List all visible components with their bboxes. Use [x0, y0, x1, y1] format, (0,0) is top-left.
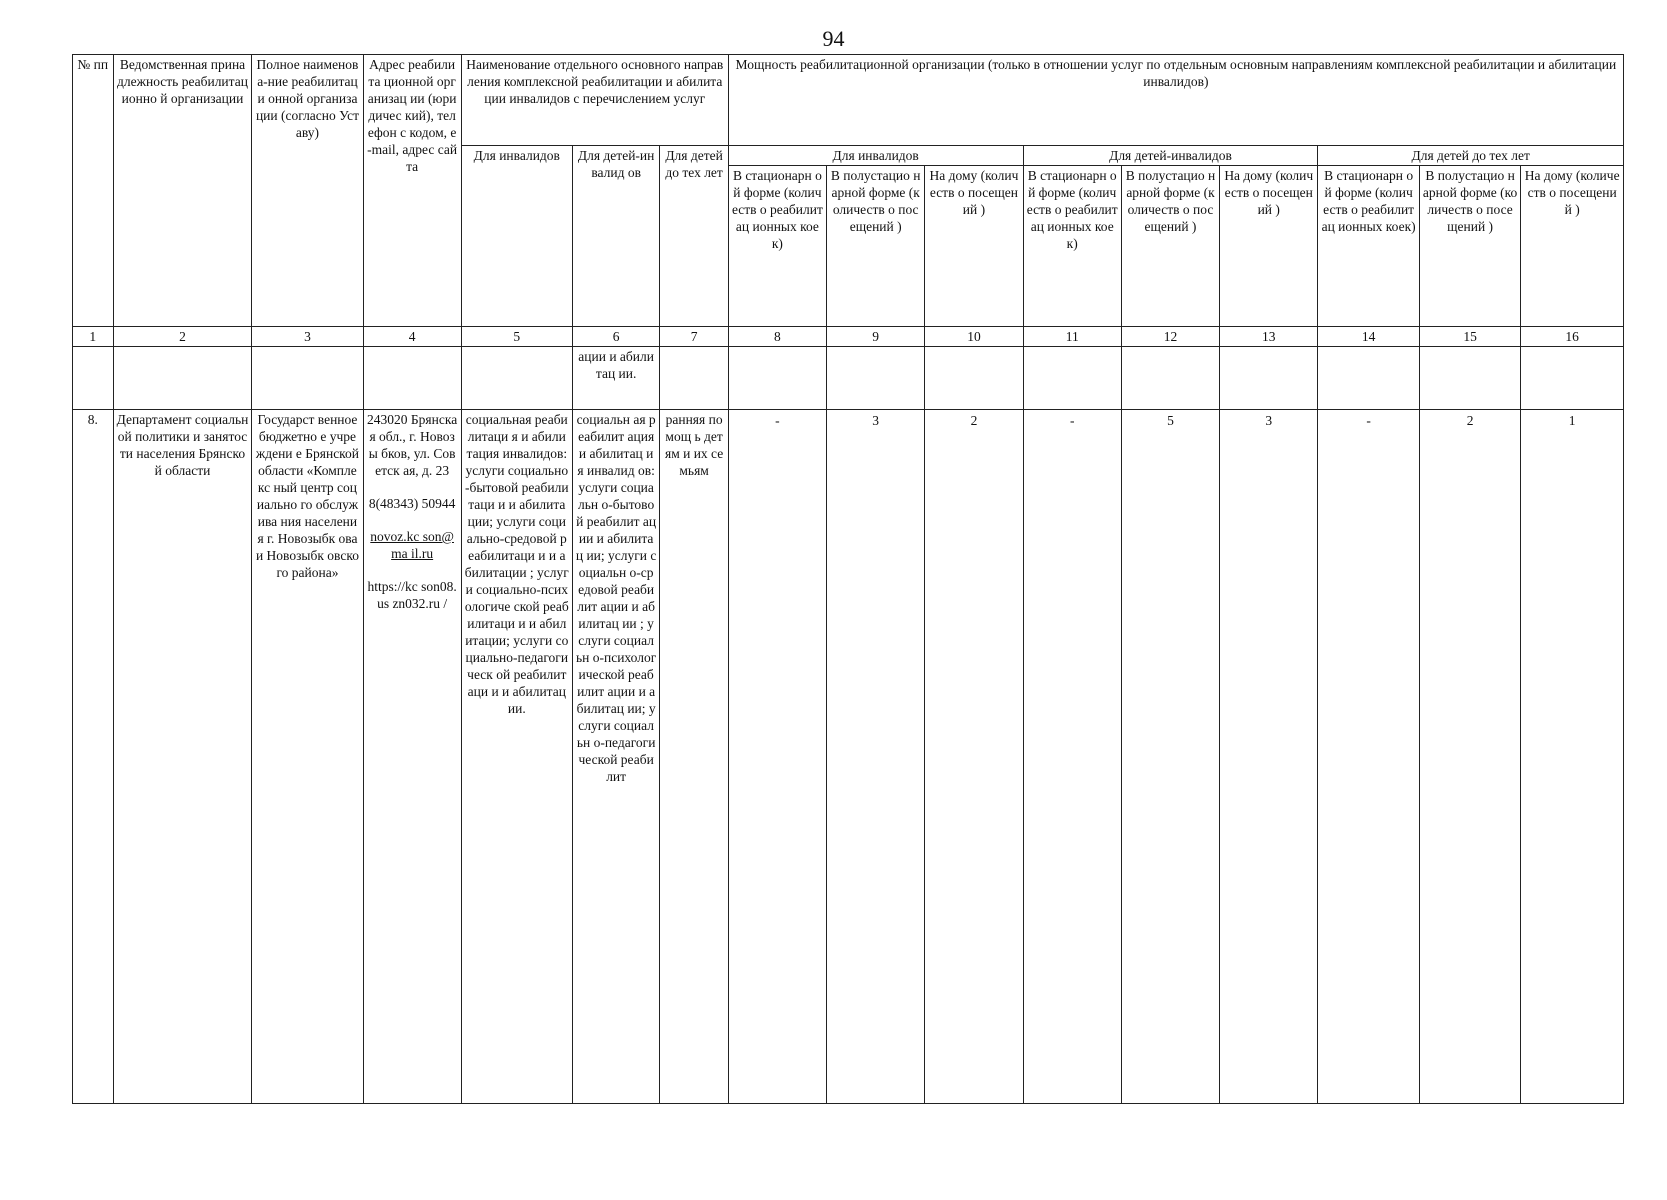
empty-cell: [660, 347, 728, 410]
value-cell: 3: [827, 410, 925, 1104]
empty-cell: [1521, 347, 1624, 410]
empty-cell: [363, 347, 461, 410]
header-for-children-disabled: Для детей-инвалид ов: [572, 146, 660, 327]
empty-cell: [1023, 347, 1121, 410]
column-number: 5: [461, 327, 572, 347]
value-cell: 1: [1521, 410, 1624, 1104]
header-semistationary: В полустацио нарной форме (количеств о посещений ): [1419, 166, 1520, 327]
empty-cell: [1318, 347, 1419, 410]
rehab-table: [72, 54, 1624, 1104]
services-disabled-cell: социальная реабилитаци я и абилитация инвалидов: услуги социально-бытовой реабилитаци и и абилитации; услуги социально-средовой реабилитаци и и абилитации ; услуги социально-психологиче ской реабилитаци и и абилитации; услуги социально-педагогическ ой реабилитаци и и абилитации.: [461, 410, 572, 1104]
header-home: На дому (количеств о посещений ): [1220, 166, 1318, 327]
value-cell: -: [1318, 410, 1419, 1104]
empty-cell: [827, 347, 925, 410]
email-link[interactable]: novoz.kc son@ma il.ru: [370, 529, 454, 561]
value-cell: -: [728, 410, 826, 1104]
subheader-disabled: Для инвалидов: [728, 146, 1023, 166]
header-semistationary: В полустацио нарной форме (количеств о посещений ): [827, 166, 925, 327]
empty-cell: [1419, 347, 1520, 410]
table-row: [73, 410, 1624, 1104]
header-home: На дому (количеств о посещений ): [925, 166, 1023, 327]
address: 243020 Брянска я обл., г. Новозы бков, ул. Советск ая, д. 23: [367, 412, 458, 478]
header-org-name: Полное наименова-ние реабилитаци онной организации (согласно Уставу): [252, 55, 363, 327]
header-number: № пп: [73, 55, 114, 327]
continuation-text: ации и абилитац ии.: [572, 347, 660, 410]
subheader-children-3: Для детей до тех лет: [1318, 146, 1624, 166]
column-number: 2: [113, 327, 252, 347]
value-cell: 3: [1220, 410, 1318, 1104]
column-number: 3: [252, 327, 363, 347]
empty-cell: [925, 347, 1023, 410]
column-number: 10: [925, 327, 1023, 347]
empty-cell: [1121, 347, 1219, 410]
empty-cell: [252, 347, 363, 410]
column-number: 4: [363, 327, 461, 347]
org-name-cell: Государст венное бюджетно е учреждени е Брянской области «Комплекс ный центр социально го обслужива ния населения г. Новозыбк ова и Новозыбк овского района»: [252, 410, 363, 1104]
column-number: 16: [1521, 327, 1624, 347]
header-stationary: В стационарн ой форме (количеств о реабилитац ионных коек): [728, 166, 826, 327]
empty-cell: [113, 347, 252, 410]
header-stationary: В стационарн ой форме (количеств о реабилитац ионных коек): [1318, 166, 1419, 327]
phone: 8(48343) 50944: [368, 496, 456, 511]
column-number: 1: [73, 327, 114, 347]
column-number-row: [73, 327, 1624, 347]
column-number: 12: [1121, 327, 1219, 347]
subheader-children-disabled: Для детей-инвалидов: [1023, 146, 1318, 166]
empty-cell: [1220, 347, 1318, 410]
site-link[interactable]: https://kc son08.us zn032.ru /: [367, 579, 457, 611]
header-stationary: В стационарн ой форме (количеств о реабилитац ионных коек): [1023, 166, 1121, 327]
column-number: 15: [1419, 327, 1520, 347]
header-row-top: [73, 55, 1624, 146]
value-cell: 5: [1121, 410, 1219, 1104]
header-home: На дому (количеств о посещений ): [1521, 166, 1624, 327]
services-children3-cell: ранняя помощ ь детям и их семьям: [660, 410, 728, 1104]
header-capacity-group: Мощность реабилитационной организации (только в отношении услуг по отдельным основным направлениям комплексной реабилитации и абилитации инвалидов): [728, 55, 1623, 146]
column-number: 14: [1318, 327, 1419, 347]
header-for-children-3: Для детей до тех лет: [660, 146, 728, 327]
header-semistationary: В полустацио нарной форме (количеств о посещений ): [1121, 166, 1219, 327]
page-number: 94: [822, 26, 845, 51]
header-direction-group: Наименование отдельного основного направления комплексной реабилитации и абилитации инвалидов с перечислением услуг: [461, 55, 728, 146]
continuation-row: [73, 347, 1624, 410]
row-number: 8.: [73, 410, 114, 1104]
header-department: Ведомственная принадлежность реабилитационно й организации: [113, 55, 252, 327]
value-cell: 2: [1419, 410, 1520, 1104]
address-cell: [363, 410, 461, 1104]
header-address: Адрес реабилита ционной организац ии (юридичес кий), телефон с кодом, e-mail, адрес сайта: [363, 55, 461, 327]
column-number: 13: [1220, 327, 1318, 347]
column-number: 8: [728, 327, 826, 347]
column-number: 6: [572, 327, 660, 347]
services-children-cell: социальн ая реабилит ация и абилитац ия инвалид ов: услуги социальн о-бытовой реабилит ации и абилитац ии; услуги социальн о-средовой реабилит ации и абилитац ии ; услуги социальн о-психолог ической реабилит ации и абилитац ии; услуги социальн о-педагоги ческой реабилит: [572, 410, 660, 1104]
department-cell: Департамент социальной политики и занятости населения Брянской области: [113, 410, 252, 1104]
empty-cell: [461, 347, 572, 410]
value-cell: 2: [925, 410, 1023, 1104]
empty-cell: [728, 347, 826, 410]
column-number: 11: [1023, 327, 1121, 347]
column-number: 7: [660, 327, 728, 347]
empty-cell: [73, 347, 114, 410]
header-for-disabled: Для инвалидов: [461, 146, 572, 327]
column-number: 9: [827, 327, 925, 347]
value-cell: -: [1023, 410, 1121, 1104]
